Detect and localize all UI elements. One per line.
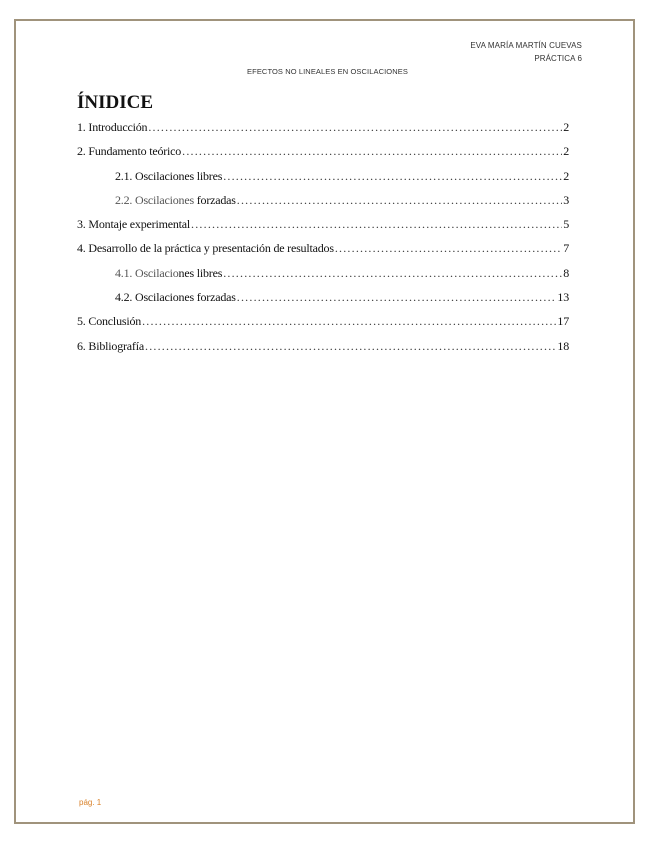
footer-page-number: pág. 1 (79, 798, 102, 807)
toc-entry-label-part: forzadas (193, 192, 236, 207)
toc-entry-label: 3. Montaje experimental (77, 217, 191, 232)
toc-entry-label (115, 193, 236, 208)
toc-entry-page: 7 (563, 241, 569, 256)
toc-title: ÍNIDICE (77, 92, 154, 113)
toc-leader-dots (237, 290, 557, 305)
toc-entry-montaje-experimental[interactable] (77, 217, 569, 241)
toc-entry-bibliografia[interactable] (77, 339, 569, 363)
toc-entry-label: 4. Desarrollo de la práctica y presentación de resultados (77, 241, 334, 256)
toc-entry-resultados-forzadas[interactable] (77, 290, 569, 314)
toc-leader-dots (191, 217, 562, 232)
toc-leader-dots (142, 314, 556, 329)
toc-leader-dots (182, 144, 562, 159)
toc-entry-label: 2.1. Oscilaciones libres (115, 168, 223, 183)
toc-entry-label: 4.2. Oscilaciones forzadas (115, 290, 236, 305)
toc-leader-dots (237, 193, 562, 208)
toc-entry-label: 1. Introducción (77, 120, 148, 134)
toc-entry-page: 5 (563, 217, 569, 232)
toc-entry-label: 5. Conclusión (77, 314, 142, 329)
toc-entry-page: 3 (563, 192, 569, 207)
toc-entry-label: 2. Fundamento teórico (77, 144, 182, 159)
toc-entry-page: 2 (563, 120, 569, 134)
toc-leader-dots (223, 169, 562, 184)
toc-entry-oscilaciones-forzadas[interactable] (77, 193, 569, 217)
toc-leader-dots (145, 339, 556, 354)
toc-entry-label-part: nes libres (178, 265, 223, 280)
header-author: EVA MARÍA MARTÍN CUEVAS (470, 41, 582, 50)
header-practice: PRÁCTICA 6 (534, 54, 582, 63)
toc-entry-page: 8 (563, 265, 569, 280)
toc-entry-desarrollo[interactable] (77, 241, 569, 265)
toc-leader-dots (223, 266, 562, 281)
toc-entry-page: 13 (557, 290, 569, 305)
toc-entry-label: 6. Bibliografía (77, 338, 144, 353)
header-subject: EFECTOS NO LINEALES EN OSCILACIONES (247, 67, 408, 76)
toc-entry-page: 2 (563, 168, 569, 183)
toc-entry-resultados-libres[interactable] (77, 266, 569, 290)
toc-entry-label-part: 2.2. Oscilaciones (115, 192, 194, 207)
toc-entry-label-part: 4.1. Oscilacio (115, 265, 179, 280)
toc-leader-dots (148, 120, 562, 135)
toc-entry-page: 17 (557, 314, 569, 329)
table-of-contents (77, 120, 569, 363)
toc-entry-page: 2 (563, 144, 569, 159)
toc-entry-page: 18 (557, 338, 569, 353)
toc-entry-conclusion[interactable] (77, 314, 569, 338)
toc-entry-fundamento-teorico[interactable] (77, 144, 569, 168)
toc-entry-introduccion[interactable] (77, 120, 569, 144)
toc-entry-label (115, 266, 222, 281)
toc-entry-oscilaciones-libres[interactable] (77, 169, 569, 193)
toc-leader-dots (335, 241, 562, 256)
